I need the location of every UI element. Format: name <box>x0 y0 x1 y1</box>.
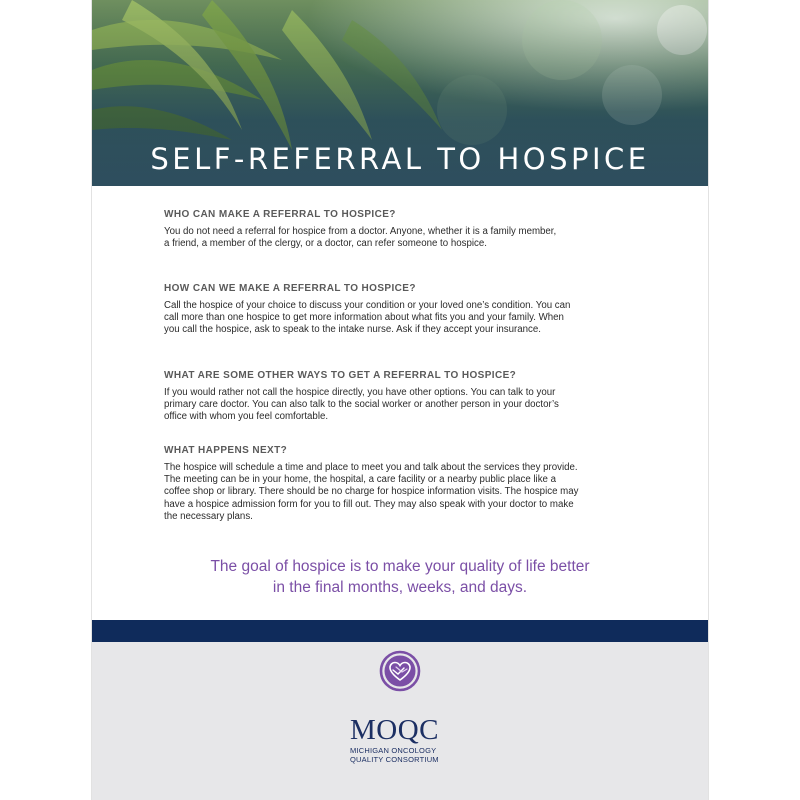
quote-line: in the final months, weeks, and days. <box>272 579 528 596</box>
body-line: primary care doctor. You can also talk to the social worker or another person in your doctor’s <box>164 399 559 411</box>
body-line: the necessary plans. <box>164 510 253 522</box>
section-what-next <box>164 445 578 523</box>
body-line: a friend, a member of the clergy, or a doctor, can refer someone to hospice. <box>164 238 487 250</box>
section-other-ways <box>164 370 559 424</box>
section-heading: HOW CAN WE MAKE A REFERRAL TO HOSPICE? <box>164 283 416 294</box>
body-line: Call the hospice of your choice to discuss your condition or your loved one’s condition. You can <box>164 300 571 311</box>
navy-divider-band <box>92 620 708 642</box>
section-heading: WHO CAN MAKE A REFERRAL TO HOSPICE? <box>164 209 396 220</box>
body-line: You do not need a referral for hospice from a doctor. Anyone, whether it is a family member, <box>164 226 557 237</box>
section-who-can-refer <box>164 209 556 250</box>
page-title: SELF-REFERRAL TO HOSPICE <box>150 142 650 176</box>
section-body <box>164 462 578 523</box>
goal-quote <box>92 556 708 598</box>
body-line: The hospice will schedule a time and place to meet you and talk about the services they provide. <box>164 462 578 473</box>
body-line: The meeting can be in your home, the hospital, a care facility or a nearby public place like a <box>164 474 557 486</box>
section-heading: WHAT HAPPENS NEXT? <box>164 445 288 456</box>
body-line: office with whom you feel comfortable. <box>164 411 329 423</box>
moqc-subtitle-line: MICHIGAN ONCOLOGY <box>350 746 437 755</box>
moqc-subtitle-line: QUALITY CONSORTIUM <box>350 755 439 764</box>
section-body <box>164 387 559 424</box>
moqc-logo <box>350 714 439 747</box>
heart-hands-icon <box>379 650 421 692</box>
body-line: coffee shop or library. There should be no charge for hospice information visits. The hospice may <box>164 486 579 498</box>
moqc-subtitle <box>350 746 460 764</box>
body-line: have a hospice admission form for you to fill out. They may also speak with your doctor to make <box>164 498 574 510</box>
section-heading: WHAT ARE SOME OTHER WAYS TO GET A REFERRAL TO HOSPICE? <box>164 370 517 381</box>
section-how-to-refer <box>164 283 570 337</box>
hero-banner <box>92 0 708 186</box>
section-body <box>164 300 570 337</box>
document-page <box>92 0 708 800</box>
body-line: If you would rather not call the hospice directly, you have other options. You can talk to your <box>164 387 556 398</box>
footer <box>92 642 708 800</box>
quote-line: The goal of hospice is to make your quality of life better <box>210 558 590 575</box>
body-line: call more than one hospice to get more information about what fits you and your family. When <box>164 312 564 324</box>
moqc-logo-text: MOQC <box>350 714 440 746</box>
section-body <box>164 226 556 250</box>
body-line: you call the hospice, ask to speak to the intake nurse. Ask if they accept your insurance. <box>164 324 541 336</box>
